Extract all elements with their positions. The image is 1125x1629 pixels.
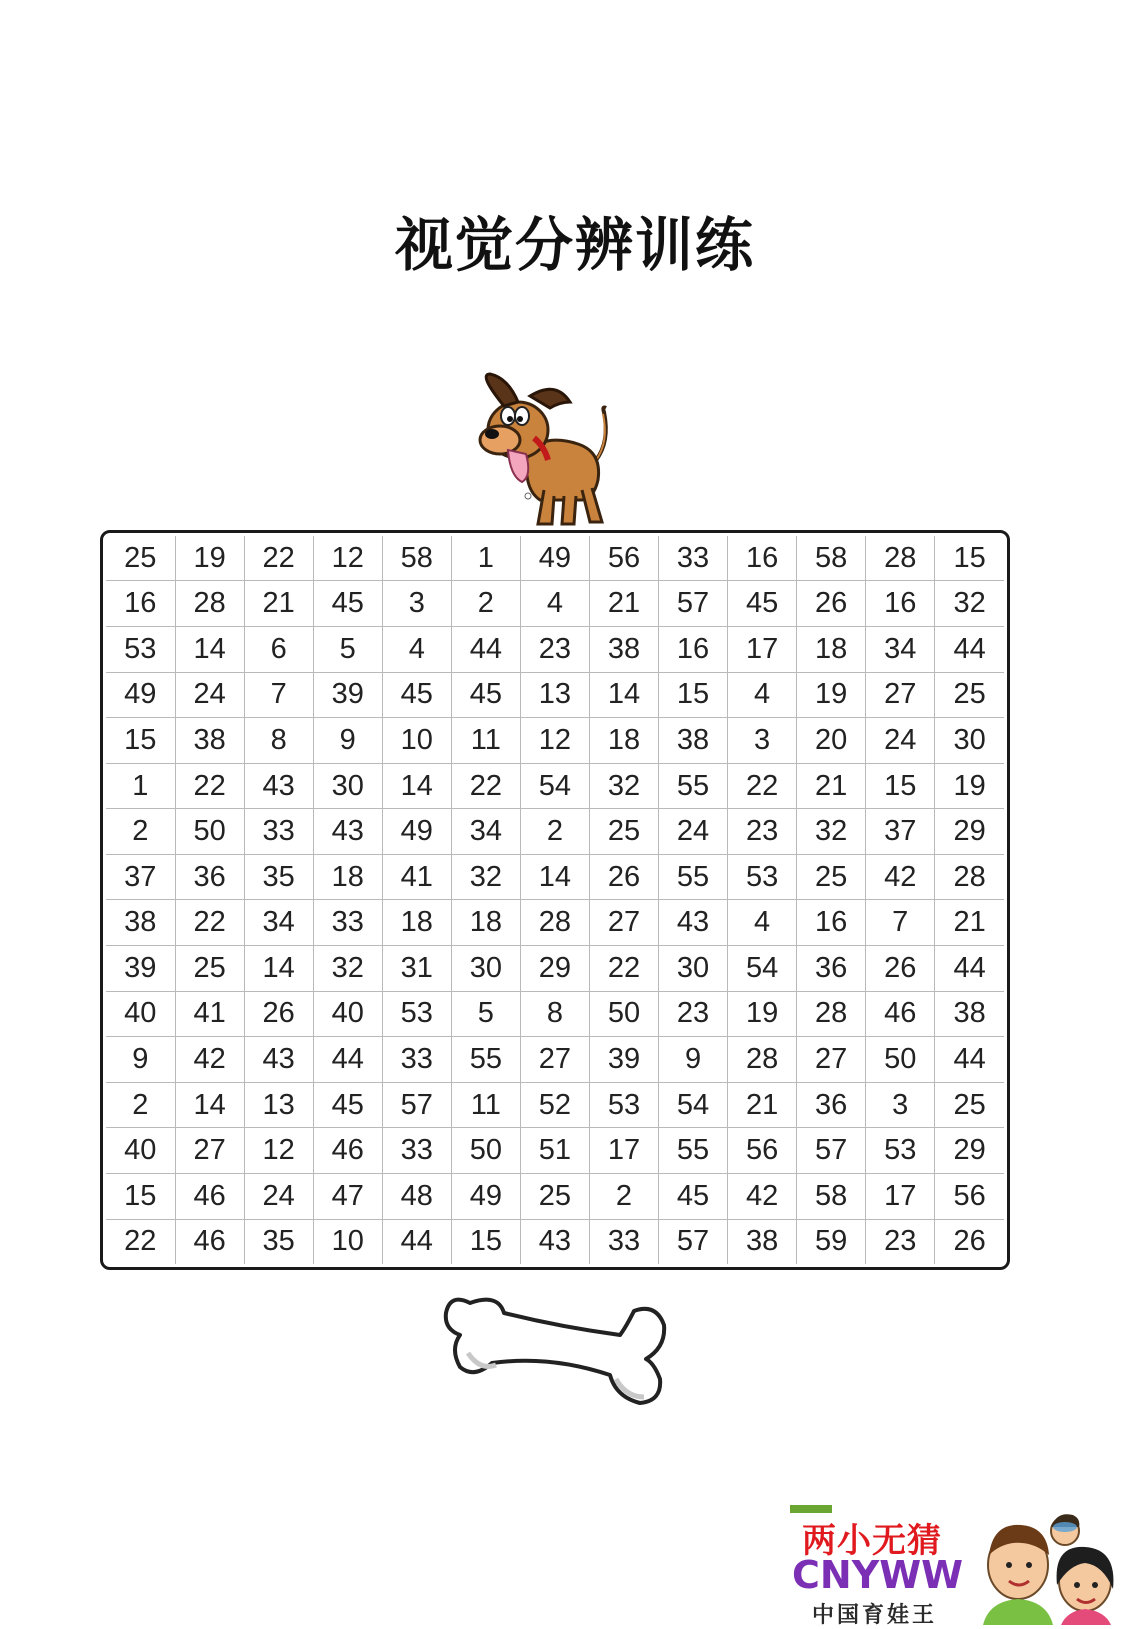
grid-cell: 10 [382, 718, 451, 764]
grid-cell: 20 [797, 718, 866, 764]
grid-cell: 14 [520, 854, 589, 900]
grid-cell: 23 [866, 1219, 935, 1264]
grid-cell: 19 [797, 672, 866, 718]
grid-cell: 14 [589, 672, 658, 718]
grid-cell: 44 [935, 946, 1004, 992]
grid-cell: 26 [935, 1219, 1004, 1264]
grid-cell: 53 [866, 1128, 935, 1174]
grid-cell: 23 [659, 991, 728, 1037]
grid-cell: 39 [106, 946, 175, 992]
grid-cell: 21 [797, 763, 866, 809]
grid-cell: 12 [520, 718, 589, 764]
grid-cell: 29 [935, 809, 1004, 855]
grid-cell: 58 [797, 1173, 866, 1219]
grid-cell: 56 [728, 1128, 797, 1174]
grid-cell: 9 [659, 1037, 728, 1083]
grid-cell: 53 [728, 854, 797, 900]
grid-cell: 25 [589, 809, 658, 855]
grid-cell: 16 [728, 536, 797, 581]
grid-cell: 50 [589, 991, 658, 1037]
grid-cell: 15 [659, 672, 728, 718]
grid-cell: 21 [728, 1082, 797, 1128]
grid-cell: 17 [728, 626, 797, 672]
grid-cell: 54 [520, 763, 589, 809]
grid-cell: 7 [244, 672, 313, 718]
grid-cell: 18 [797, 626, 866, 672]
grid-cell: 48 [382, 1173, 451, 1219]
grid-cell: 49 [106, 672, 175, 718]
grid-cell: 4 [382, 626, 451, 672]
grid-cell: 32 [313, 946, 382, 992]
grid-cell: 45 [451, 672, 520, 718]
grid-cell: 53 [106, 626, 175, 672]
kids-mascot-icon [973, 1505, 1123, 1625]
grid-cell: 18 [451, 900, 520, 946]
grid-row [106, 672, 1004, 718]
grid-cell: 45 [659, 1173, 728, 1219]
grid-cell: 6 [244, 626, 313, 672]
brand-logo [790, 1505, 1125, 1628]
grid-cell: 38 [175, 718, 244, 764]
grid-cell: 51 [520, 1128, 589, 1174]
grid-cell: 14 [382, 763, 451, 809]
grid-cell: 30 [313, 763, 382, 809]
grid-cell: 50 [175, 809, 244, 855]
grid-cell: 36 [797, 1082, 866, 1128]
grid-cell: 32 [797, 809, 866, 855]
grid-cell: 1 [106, 763, 175, 809]
number-table [106, 536, 1004, 1264]
grid-cell: 59 [797, 1219, 866, 1264]
grid-cell: 3 [382, 581, 451, 627]
grid-row [106, 1082, 1004, 1128]
grid-cell: 55 [659, 763, 728, 809]
grid-cell: 30 [935, 718, 1004, 764]
grid-cell: 15 [866, 763, 935, 809]
grid-cell: 57 [797, 1128, 866, 1174]
grid-cell: 43 [659, 900, 728, 946]
grid-cell: 3 [866, 1082, 935, 1128]
logo-chinese: 两小无猜 [802, 1521, 942, 1561]
grid-cell: 46 [866, 991, 935, 1037]
grid-cell: 29 [520, 946, 589, 992]
grid-cell: 28 [935, 854, 1004, 900]
grid-cell: 28 [520, 900, 589, 946]
grid-cell: 45 [382, 672, 451, 718]
grid-cell: 25 [797, 854, 866, 900]
grid-cell: 2 [451, 581, 520, 627]
grid-cell: 34 [451, 809, 520, 855]
grid-cell: 47 [313, 1173, 382, 1219]
grid-cell: 33 [382, 1037, 451, 1083]
grid-cell: 55 [659, 854, 728, 900]
grid-cell: 22 [451, 763, 520, 809]
grid-cell: 58 [797, 536, 866, 581]
grid-cell: 7 [866, 900, 935, 946]
grid-cell: 27 [175, 1128, 244, 1174]
grid-cell: 27 [797, 1037, 866, 1083]
grid-cell: 24 [866, 718, 935, 764]
grid-row [106, 763, 1004, 809]
grid-cell: 42 [175, 1037, 244, 1083]
grid-cell: 14 [244, 946, 313, 992]
grid-cell: 55 [451, 1037, 520, 1083]
grid-cell: 46 [313, 1128, 382, 1174]
grid-cell: 40 [106, 991, 175, 1037]
grid-cell: 44 [451, 626, 520, 672]
grid-cell: 8 [244, 718, 313, 764]
grid-cell: 13 [244, 1082, 313, 1128]
grid-cell: 22 [244, 536, 313, 581]
grid-cell: 41 [382, 854, 451, 900]
logo-english: CNYWW [792, 1553, 964, 1597]
grid-cell: 32 [451, 854, 520, 900]
grid-cell: 43 [520, 1219, 589, 1264]
grid-cell: 55 [659, 1128, 728, 1174]
grid-cell: 5 [451, 991, 520, 1037]
grid-cell: 2 [589, 1173, 658, 1219]
grid-cell: 19 [175, 536, 244, 581]
grid-cell: 53 [589, 1082, 658, 1128]
grid-cell: 4 [520, 581, 589, 627]
grid-cell: 15 [106, 718, 175, 764]
grid-cell: 33 [659, 536, 728, 581]
grid-cell: 22 [106, 1219, 175, 1264]
logo-accent-bar [790, 1505, 832, 1513]
grid-cell: 18 [382, 900, 451, 946]
grid-cell: 56 [935, 1173, 1004, 1219]
grid-row [106, 1037, 1004, 1083]
grid-cell: 33 [589, 1219, 658, 1264]
grid-cell: 57 [659, 1219, 728, 1264]
grid-cell: 38 [935, 991, 1004, 1037]
grid-cell: 38 [589, 626, 658, 672]
grid-cell: 29 [935, 1128, 1004, 1174]
grid-cell: 31 [382, 946, 451, 992]
grid-cell: 15 [451, 1219, 520, 1264]
grid-row [106, 1219, 1004, 1264]
grid-row [106, 854, 1004, 900]
grid-cell: 26 [244, 991, 313, 1037]
grid-cell: 40 [313, 991, 382, 1037]
grid-cell: 9 [106, 1037, 175, 1083]
grid-cell: 45 [313, 581, 382, 627]
grid-cell: 28 [797, 991, 866, 1037]
grid-cell: 15 [106, 1173, 175, 1219]
grid-cell: 9 [313, 718, 382, 764]
grid-cell: 46 [175, 1173, 244, 1219]
grid-cell: 25 [935, 672, 1004, 718]
grid-cell: 44 [382, 1219, 451, 1264]
grid-cell: 23 [520, 626, 589, 672]
grid-row [106, 626, 1004, 672]
grid-cell: 39 [313, 672, 382, 718]
grid-cell: 15 [935, 536, 1004, 581]
grid-cell: 24 [175, 672, 244, 718]
grid-cell: 12 [313, 536, 382, 581]
grid-cell: 54 [728, 946, 797, 992]
bone-icon [440, 1283, 680, 1423]
grid-cell: 58 [382, 536, 451, 581]
logo-subtitle: 中国育娃王 [812, 1603, 938, 1628]
grid-cell: 12 [244, 1128, 313, 1174]
grid-cell: 25 [106, 536, 175, 581]
grid-cell: 11 [451, 1082, 520, 1128]
grid-cell: 11 [451, 718, 520, 764]
grid-cell: 28 [175, 581, 244, 627]
grid-cell: 21 [244, 581, 313, 627]
grid-cell: 14 [175, 1082, 244, 1128]
grid-cell: 33 [382, 1128, 451, 1174]
grid-cell: 4 [728, 900, 797, 946]
grid-cell: 37 [866, 809, 935, 855]
grid-cell: 36 [175, 854, 244, 900]
grid-cell: 28 [866, 536, 935, 581]
grid-cell: 22 [175, 763, 244, 809]
grid-cell: 40 [106, 1128, 175, 1174]
grid-cell: 16 [866, 581, 935, 627]
grid-row [106, 991, 1004, 1037]
grid-cell: 49 [520, 536, 589, 581]
grid-cell: 2 [106, 1082, 175, 1128]
grid-cell: 43 [244, 1037, 313, 1083]
grid-cell: 21 [935, 900, 1004, 946]
grid-cell: 3 [728, 718, 797, 764]
grid-cell: 19 [935, 763, 1004, 809]
grid-cell: 44 [313, 1037, 382, 1083]
grid-cell: 57 [659, 581, 728, 627]
grid-cell: 30 [659, 946, 728, 992]
grid-cell: 45 [313, 1082, 382, 1128]
grid-cell: 39 [589, 1037, 658, 1083]
grid-cell: 38 [106, 900, 175, 946]
grid-cell: 2 [106, 809, 175, 855]
grid-cell: 21 [589, 581, 658, 627]
grid-cell: 34 [244, 900, 313, 946]
grid-cell: 52 [520, 1082, 589, 1128]
grid-row [106, 581, 1004, 627]
page-title: 视觉分辨训练 [394, 211, 755, 279]
grid-cell: 30 [451, 946, 520, 992]
grid-cell: 19 [728, 991, 797, 1037]
grid-cell: 8 [520, 991, 589, 1037]
grid-cell: 13 [520, 672, 589, 718]
grid-cell: 32 [935, 581, 1004, 627]
grid-cell: 26 [797, 581, 866, 627]
grid-cell: 43 [313, 809, 382, 855]
grid-cell: 43 [244, 763, 313, 809]
grid-row [106, 946, 1004, 992]
grid-cell: 17 [589, 1128, 658, 1174]
grid-cell: 35 [244, 854, 313, 900]
grid-cell: 27 [520, 1037, 589, 1083]
grid-cell: 4 [728, 672, 797, 718]
grid-cell: 23 [728, 809, 797, 855]
grid-cell: 25 [520, 1173, 589, 1219]
grid-cell: 27 [589, 900, 658, 946]
grid-cell: 25 [175, 946, 244, 992]
grid-cell: 36 [797, 946, 866, 992]
grid-cell: 17 [866, 1173, 935, 1219]
grid-cell: 18 [589, 718, 658, 764]
grid-cell: 34 [866, 626, 935, 672]
grid-row [106, 900, 1004, 946]
grid-cell: 2 [520, 809, 589, 855]
grid-cell: 5 [313, 626, 382, 672]
grid-cell: 16 [659, 626, 728, 672]
grid-cell: 27 [866, 672, 935, 718]
grid-cell: 38 [728, 1219, 797, 1264]
grid-cell: 16 [797, 900, 866, 946]
grid-cell: 42 [728, 1173, 797, 1219]
grid-cell: 45 [728, 581, 797, 627]
grid-cell: 42 [866, 854, 935, 900]
grid-cell: 25 [935, 1082, 1004, 1128]
grid-cell: 46 [175, 1219, 244, 1264]
grid-cell: 50 [866, 1037, 935, 1083]
grid-cell: 22 [589, 946, 658, 992]
grid-cell: 22 [175, 900, 244, 946]
grid-cell: 16 [106, 581, 175, 627]
grid-cell: 10 [313, 1219, 382, 1264]
grid-cell: 24 [659, 809, 728, 855]
grid-row [106, 1128, 1004, 1174]
grid-cell: 26 [866, 946, 935, 992]
grid-row [106, 1173, 1004, 1219]
grid-cell: 44 [935, 1037, 1004, 1083]
grid-cell: 32 [589, 763, 658, 809]
grid-cell: 38 [659, 718, 728, 764]
grid-cell: 37 [106, 854, 175, 900]
grid-cell: 28 [728, 1037, 797, 1083]
grid-cell: 24 [244, 1173, 313, 1219]
grid-cell: 22 [728, 763, 797, 809]
grid-cell: 49 [382, 809, 451, 855]
grid-cell: 54 [659, 1082, 728, 1128]
grid-cell: 1 [451, 536, 520, 581]
grid-cell: 33 [313, 900, 382, 946]
grid-cell: 18 [313, 854, 382, 900]
grid-cell: 49 [451, 1173, 520, 1219]
grid-cell: 56 [589, 536, 658, 581]
grid-cell: 26 [589, 854, 658, 900]
grid-row [106, 718, 1004, 764]
grid-cell: 41 [175, 991, 244, 1037]
grid-cell: 50 [451, 1128, 520, 1174]
grid-cell: 53 [382, 991, 451, 1037]
grid-cell: 14 [175, 626, 244, 672]
dog-icon [478, 372, 638, 532]
grid-cell: 57 [382, 1082, 451, 1128]
number-grid [100, 530, 1010, 1270]
grid-cell: 44 [935, 626, 1004, 672]
grid-row [106, 809, 1004, 855]
grid-row [106, 536, 1004, 581]
grid-cell: 33 [244, 809, 313, 855]
grid-cell: 35 [244, 1219, 313, 1264]
